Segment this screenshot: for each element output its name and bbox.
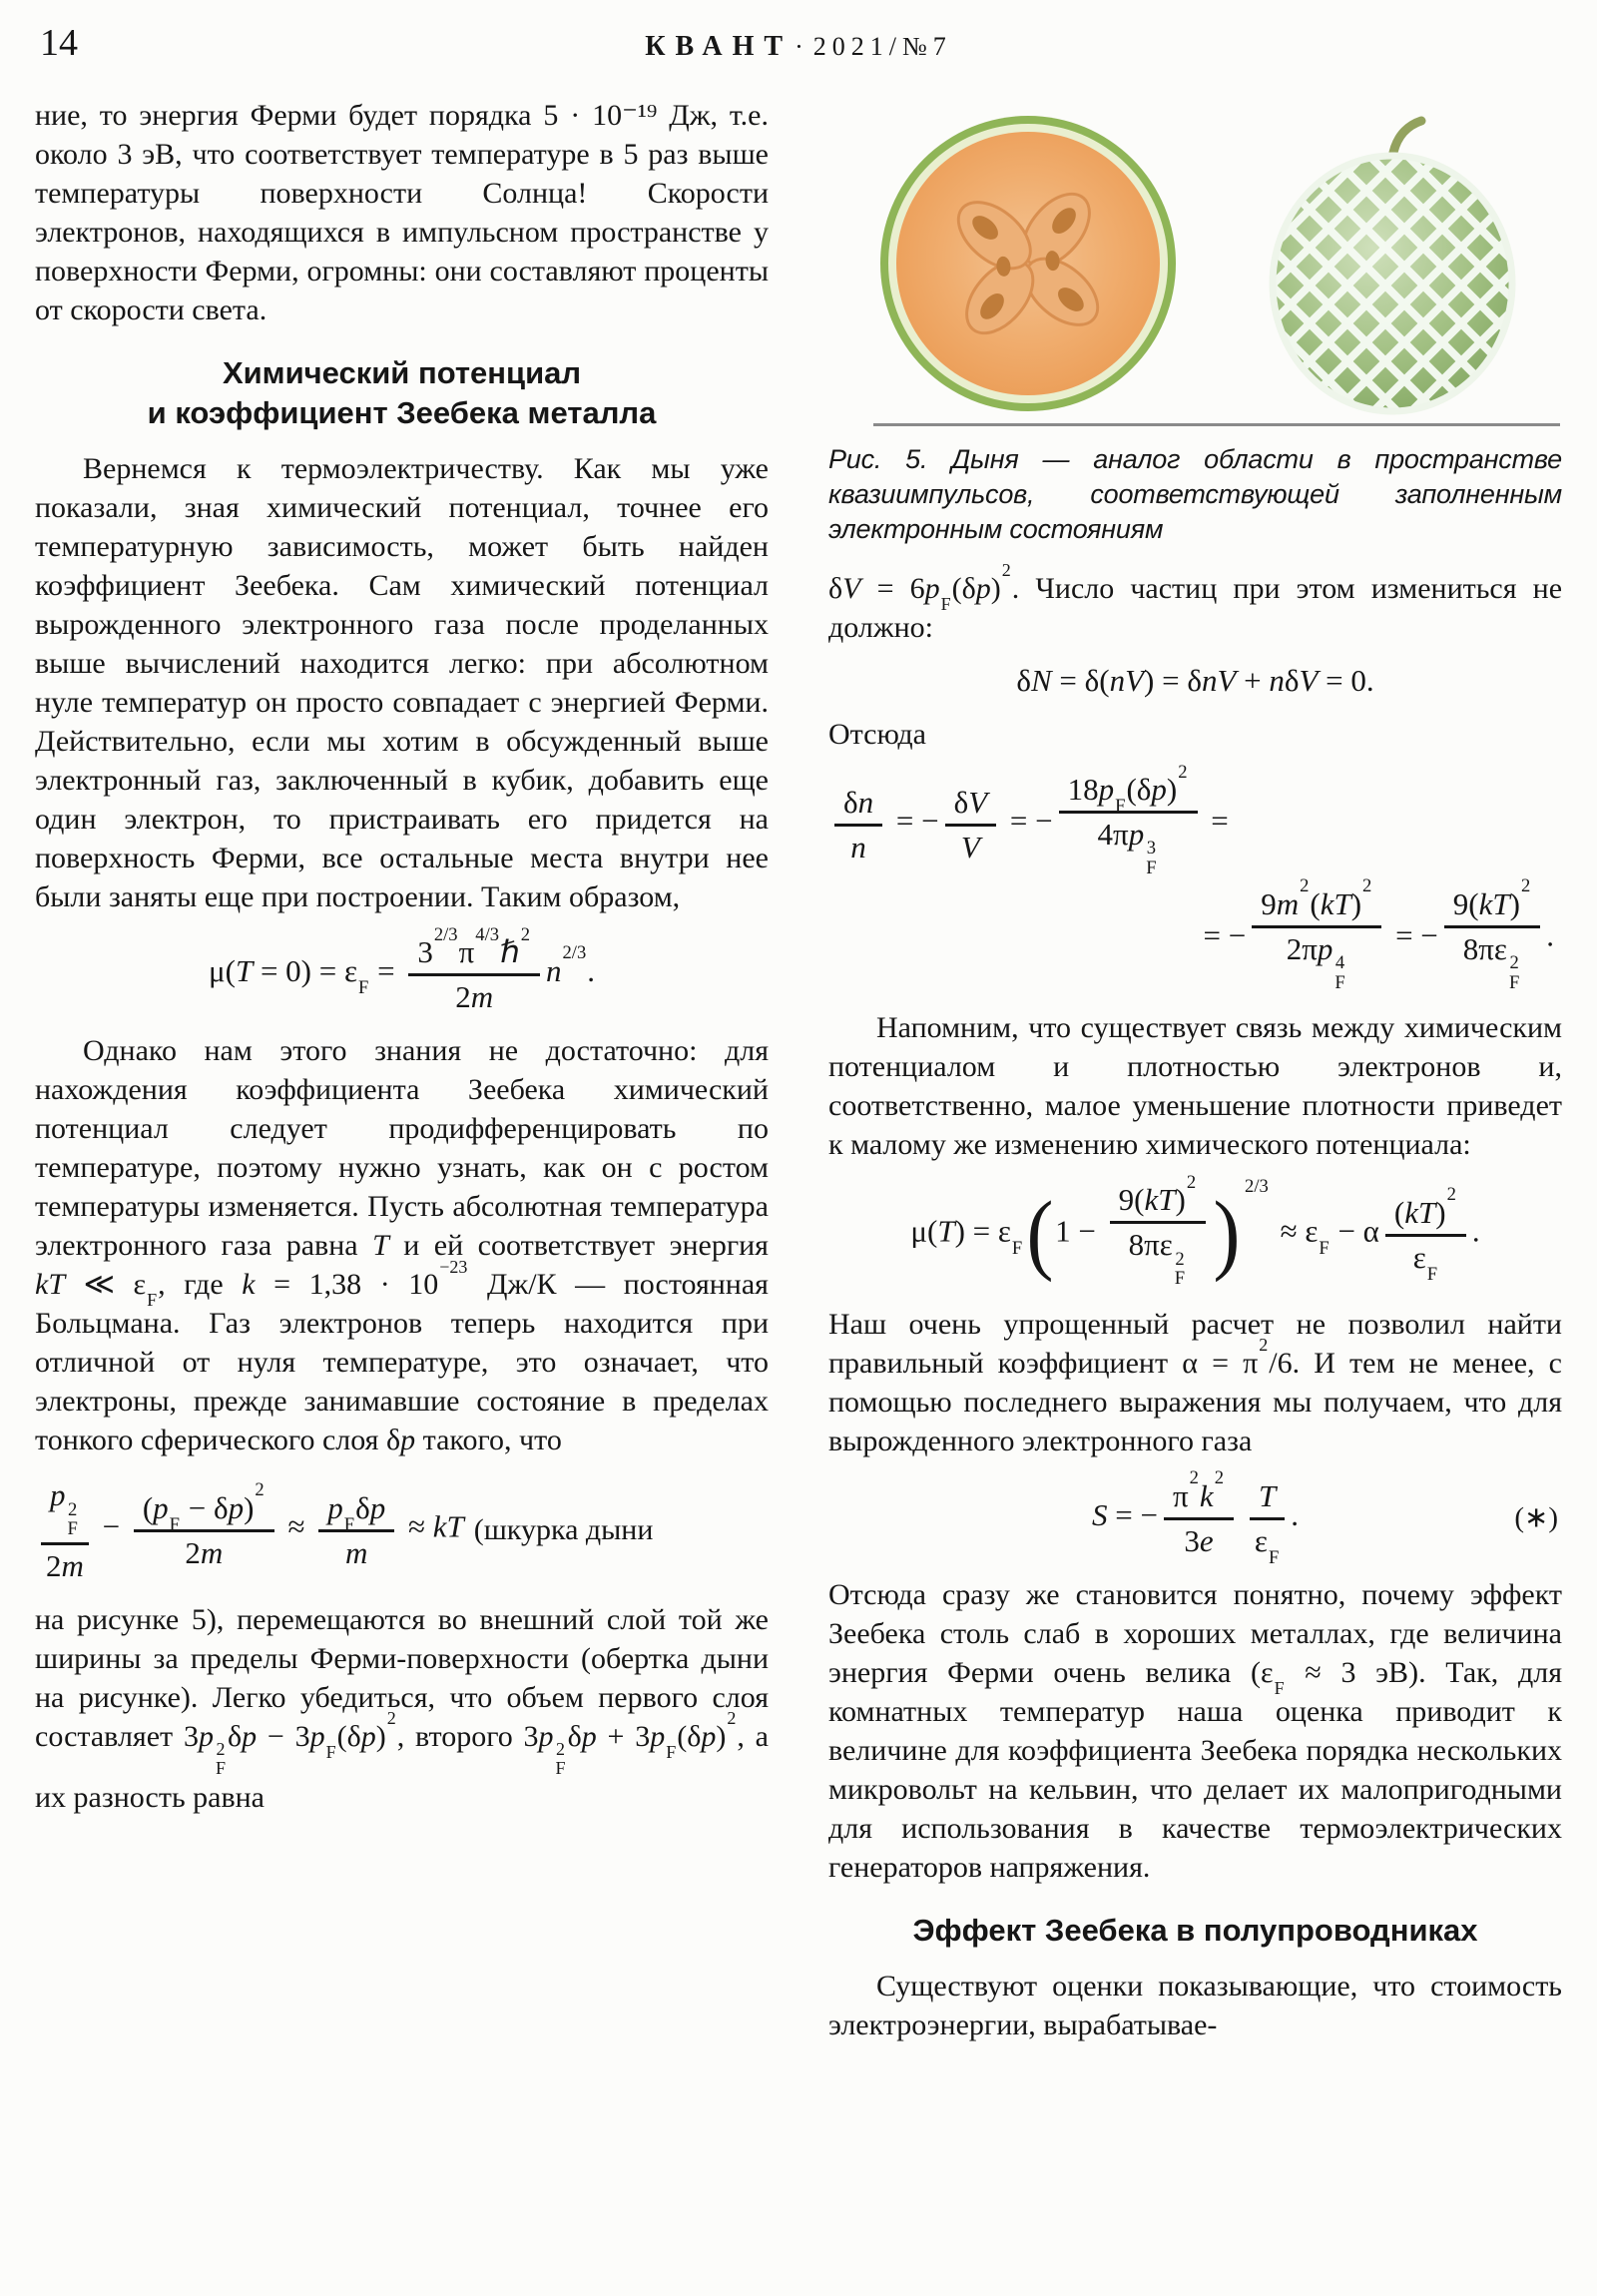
paragraph-fermi-energy bbox=[35, 96, 769, 329]
masthead-separator: · bbox=[795, 32, 803, 61]
math-T: T bbox=[372, 1229, 389, 1263]
text-run: . Число частиц при этом измениться не должно: bbox=[828, 572, 1563, 644]
paragraph-seebeck-weak bbox=[828, 1575, 1562, 1887]
journal-masthead bbox=[645, 32, 952, 62]
melon-netted-image bbox=[1273, 121, 1512, 411]
text-run: ние, то энергия Ферми будет порядка 5 · 10⁻¹⁹ Дж, т.е. около 3 эВ, что соответствует температуре в 5 раз выше температуры поверхности Солнца! Скорости электронов, находящихся в импульсном пространстве у поверхности Ферми, огромны: они составляют проценты от скорости света. bbox=[35, 99, 769, 326]
paragraph-semiconductor-intro: Существуют оценки показывающие, что стоимость электроэнергии, вырабатывае- bbox=[828, 1969, 1562, 2041]
math-second-layer-volume: 3p 2 F $\delta p + 3p_F(\delta p)^2$ bbox=[523, 1708, 737, 1778]
formula-mu-t bbox=[828, 1171, 1562, 1290]
math-expression: S = − $\frac{\pi^2k^2}{3e}$ $\frac{T}{\varepsilon_F}$ . bbox=[1092, 1467, 1299, 1569]
math-delta-v: $\delta V = 6p_F(\delta p)^2$ bbox=[828, 560, 1011, 615]
text-run: Однако нам этого знания не достаточно: для нахождения коэффициента Зеебека химический потенциал следует продифференцировать по температуре, поэтому нужно узнать, как он с ростом температуры изменяется. Пусть абсолютная температура электронного газа равна bbox=[35, 1034, 769, 1263]
paragraph-napomnim: Напомним, что существует связь между химическим потенциалом и плотностью электронов и, соответственно, малое уменьшение плотности приведет к малому же изменению химического потенциала: bbox=[828, 1011, 1562, 1162]
text-run: на рисунке 5), перемещаются во внешний слой той же ширины за пределы Ферми-поверхности (обертка дыни на рисунке). Легко убедиться, что объем первого слоя составляет bbox=[35, 1602, 769, 1753]
formula-dn-over-n-line1 bbox=[828, 761, 1562, 878]
paragraph-otsyuda: Отсюда bbox=[828, 718, 926, 751]
figure-5 bbox=[828, 96, 1562, 426]
math-delta-p: δp bbox=[385, 1424, 416, 1457]
formula-mu-t0 bbox=[35, 923, 769, 1015]
journal-name: КВАНТ bbox=[645, 31, 794, 62]
heading-line: и коэффициент Зеебека металла bbox=[147, 395, 657, 430]
math-alpha: $\alpha = \pi^2/6$ bbox=[1182, 1334, 1293, 1380]
equation-star-tag: (∗) bbox=[1514, 1501, 1558, 1534]
formula-seebeck-coefficient bbox=[828, 1467, 1562, 1569]
text-run: , второго bbox=[396, 1719, 524, 1753]
math-expression: = − $9m^2(kT)^2$ 2πp 4 F = − 9(kT)$^2$ 8πε 2 F . bbox=[1203, 875, 1554, 993]
melon-photo bbox=[873, 96, 1542, 415]
section-heading-chemical-potential bbox=[35, 353, 769, 433]
heading-line: Химический потенциал bbox=[222, 355, 582, 390]
left-column bbox=[35, 96, 769, 2044]
text-run: такого, что bbox=[415, 1424, 562, 1457]
text-run: Вернемся к термоэлектричеству. Как мы уже показали, зная химический потенциал, точнее его температурную зависимость, может быть найден коэффициент Зеебека. Сам химический потенциал вырожденного электронного газа после проделанных выше вычислений находится легко: при абсолютном нуле температур он просто совпадает с энергией Ферми. Действительно, если мы хотим в обсужденный выше электронный газ, заключенный в кубик, добавить еще один электрон, то пристраивать его придется на поверхность Ферми, все остальные места внутри нее были заняты еще при построении. Таким образом, bbox=[35, 452, 769, 913]
text-run: — постоянная Больцмана. Газ электронов теперь находится при отличной от нуля температуре, это означает, что электроны, прежде занимавшие состояние в пределах тонкого сферического слоя bbox=[35, 1268, 769, 1457]
section-heading-semiconductors: Эффект Зеебека в полупроводниках bbox=[912, 1912, 1478, 1948]
text-run: , а их разность равна bbox=[35, 1719, 769, 1814]
math-expression: $\mu(T) = \varepsilon_F$ ( 1 − 9(kT)$^2$ 8πε 2 F ) 2/3 ≈ $\varepsilon_F - \alpha$ $\frac{(kT)^2}{\varepsilon_F}$ . bbox=[910, 1171, 1480, 1290]
text-run: Наш очень упрощенный расчет не позволил найти правильный коэффициент bbox=[828, 1307, 1562, 1380]
paragraph-melon-shell bbox=[35, 1600, 769, 1817]
math-expression: $\mu(T = 0) = \varepsilon_F$ = $\frac{3^{2/3}\pi^{4/3}\hbar^2}{2m}$ $n^{2/3}$. bbox=[209, 923, 595, 1015]
figure-5-caption: Рис. 5. Дыня — аналог области в пространстве квазиимпульсов, соответствующей заполненным электронным состояниям bbox=[828, 444, 1562, 544]
paragraph-however bbox=[35, 1031, 769, 1459]
text-run: , где bbox=[158, 1268, 243, 1302]
math-expression: p 2 F 2m − $\frac{(p_F - \delta p)^2}{2m}$ ≈ $\frac{p_F\delta p}{m}$ ≈ kT bbox=[35, 1475, 464, 1584]
math-expression: $\frac{\delta n}{n}$ = − $\frac{\delta V}{V}$ = − $18p_F(\delta p)^2$ 4πp 3 F = bbox=[828, 770, 1229, 878]
text-run: . И тем не менее, с помощью последнего выражения мы получаем, что для вырожденного электронного газа bbox=[828, 1346, 1562, 1457]
page-header bbox=[40, 24, 1557, 74]
math-kT-much-less: kT ≪ $\varepsilon_F$ bbox=[35, 1268, 158, 1311]
math-expression: δN = δ(nV) = δnV + nδV = 0. bbox=[1016, 663, 1374, 698]
formula-dn-over-n-line2 bbox=[828, 875, 1562, 993]
formula-inline-comment: (шкурка дыни bbox=[473, 1512, 654, 1546]
text-run: ). Так, для комнатных температур наша оценка приводит к величине для коэффициента Зеебека порядка нескольких микровольт на кельвин, что делает их малопригодными для использования в качестве термоэлектрических генераторов напряжения. bbox=[828, 1655, 1562, 1884]
text-run: Отсюда сразу же становится понятно, почему эффект Зеебека столь слаб в хороших металлах, где величина энергия Ферми очень велика ( bbox=[828, 1577, 1562, 1689]
math-boltzmann-constant: $k = 1,38 \cdot 10^{-23}$ Дж/К bbox=[242, 1256, 557, 1302]
two-column-layout bbox=[35, 96, 1562, 2044]
journal-issue: 2021/№7 bbox=[812, 32, 952, 61]
right-column bbox=[828, 96, 1562, 2044]
math-fermi-3ev: $\varepsilon_F \approx 3$ эВ bbox=[1260, 1655, 1409, 1698]
paragraph-return-to-thermoelectricity bbox=[35, 449, 769, 916]
figure-bottom-rule bbox=[873, 423, 1560, 426]
page-number: 14 bbox=[40, 22, 78, 64]
text-run: и ей соответствует энергия bbox=[388, 1229, 769, 1263]
paragraph-delta-v bbox=[828, 560, 1563, 647]
melon-slice-image bbox=[880, 116, 1176, 411]
formula-fermi-shell bbox=[35, 1475, 769, 1584]
math-first-layer-volume: 3p 2 F $\delta p - 3p_F(\delta p)^2$ bbox=[183, 1708, 396, 1778]
paragraph-nash-raschet bbox=[828, 1305, 1562, 1460]
formula-particle-number bbox=[828, 663, 1562, 699]
